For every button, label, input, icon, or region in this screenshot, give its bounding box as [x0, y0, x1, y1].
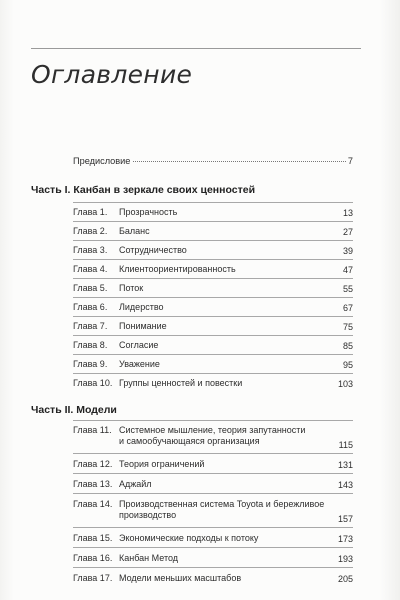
chapter-entry[interactable]	[73, 316, 353, 336]
chapter-entry[interactable]	[73, 259, 353, 279]
chapter-number: Глава 8.	[73, 340, 108, 350]
preface-label: Предисловие	[73, 156, 131, 166]
chapter-title: Сотрудничество	[119, 245, 187, 255]
chapter-entry[interactable]	[73, 202, 353, 222]
chapter-page: 67	[342, 303, 353, 313]
chapter-number: Глава 10.	[73, 378, 113, 388]
chapter-title: Понимание	[119, 321, 167, 331]
chapter-page: 85	[342, 341, 353, 351]
chapter-title: Системное мышление, теория запутанности	[119, 425, 306, 435]
chapter-title: Лидерство	[119, 302, 164, 312]
chapter-page: 103	[337, 379, 353, 389]
chapter-title: Клиентоориентированность	[119, 264, 236, 274]
chapter-number: Глава 16.	[73, 553, 113, 563]
chapter-title: Теория ограничений	[119, 459, 205, 469]
chapter-entry[interactable]	[73, 454, 353, 474]
chapter-title: Экономические подходы к потоку	[119, 533, 259, 543]
chapter-title: Производственная система Toyota и бережливое	[119, 499, 325, 509]
chapter-number: Глава 1.	[73, 207, 108, 217]
chapter-number: Глава 14.	[73, 499, 113, 509]
chapter-number: Глава 15.	[73, 533, 113, 543]
part-heading-1[interactable]: Часть I. Канбан в зеркале своих ценностей	[31, 184, 256, 196]
chapter-number: Глава 11.	[73, 425, 112, 435]
chapter-number: Глава 13.	[73, 479, 113, 489]
chapter-page: 55	[342, 284, 353, 294]
chapter-page: 75	[342, 322, 353, 332]
dot-leader	[133, 161, 345, 162]
part-heading-2[interactable]: Часть II. Модели	[31, 404, 117, 416]
chapter-number: Глава 9.	[73, 359, 108, 369]
chapter-title: Поток	[119, 283, 144, 293]
chapter-page: 131	[337, 460, 353, 470]
chapter-title: Канбан Метод	[119, 553, 179, 563]
chapter-entry[interactable]	[73, 528, 353, 548]
chapter-entry[interactable]	[73, 240, 353, 260]
chapter-page: 173	[337, 534, 353, 544]
chapter-title-line-2: и самообучающаяся организация	[119, 436, 260, 446]
chapter-page: 13	[342, 208, 353, 218]
top-rule	[31, 48, 361, 49]
chapter-entry[interactable]	[73, 354, 353, 374]
chapter-page: 27	[342, 227, 353, 237]
chapter-page: 95	[342, 360, 353, 370]
divider	[73, 420, 353, 421]
chapter-number: Глава 7.	[73, 321, 108, 331]
chapter-entry[interactable]	[73, 568, 353, 588]
preface-entry[interactable]	[73, 155, 353, 168]
chapter-number: Глава 17.	[73, 573, 113, 583]
chapter-page: 157	[337, 514, 353, 524]
chapter-number: Глава 12.	[73, 459, 113, 469]
chapter-title: Аджайл	[119, 479, 152, 489]
chapter-title: Группы ценностей и повестки	[119, 378, 243, 388]
chapter-entry[interactable]	[73, 221, 353, 241]
divider	[73, 202, 353, 203]
chapter-number: Глава 3.	[73, 245, 108, 255]
chapter-title-line-2: производство	[119, 510, 177, 520]
chapter-page: 115	[338, 440, 353, 450]
chapter-entry[interactable]	[73, 474, 353, 494]
chapter-title: Уважение	[119, 359, 160, 369]
chapter-entry[interactable]	[73, 420, 353, 454]
chapter-entry[interactable]	[73, 494, 353, 528]
chapter-number: Глава 5.	[73, 283, 108, 293]
chapter-entry[interactable]	[73, 297, 353, 317]
chapter-title: Модели меньших масштабов	[119, 573, 242, 583]
chapter-number: Глава 2.	[73, 226, 108, 236]
chapter-page: 143	[337, 480, 353, 490]
chapter-number: Глава 6.	[73, 302, 108, 312]
preface-page: 7	[347, 156, 353, 166]
chapter-entry[interactable]	[73, 335, 353, 355]
chapter-number: Глава 4.	[73, 264, 108, 274]
page-title: Оглавление	[31, 60, 193, 89]
chapter-page: 205	[337, 574, 353, 584]
chapter-entry[interactable]	[73, 548, 353, 568]
chapter-title: Прозрачность	[119, 207, 178, 217]
chapter-entry[interactable]	[73, 278, 353, 298]
chapter-page: 39	[342, 246, 353, 256]
chapter-title: Согласие	[119, 340, 159, 350]
chapter-entry[interactable]	[73, 373, 353, 393]
chapter-page: 193	[337, 554, 353, 564]
chapter-title: Баланс	[119, 226, 150, 236]
chapter-page: 47	[342, 265, 353, 275]
